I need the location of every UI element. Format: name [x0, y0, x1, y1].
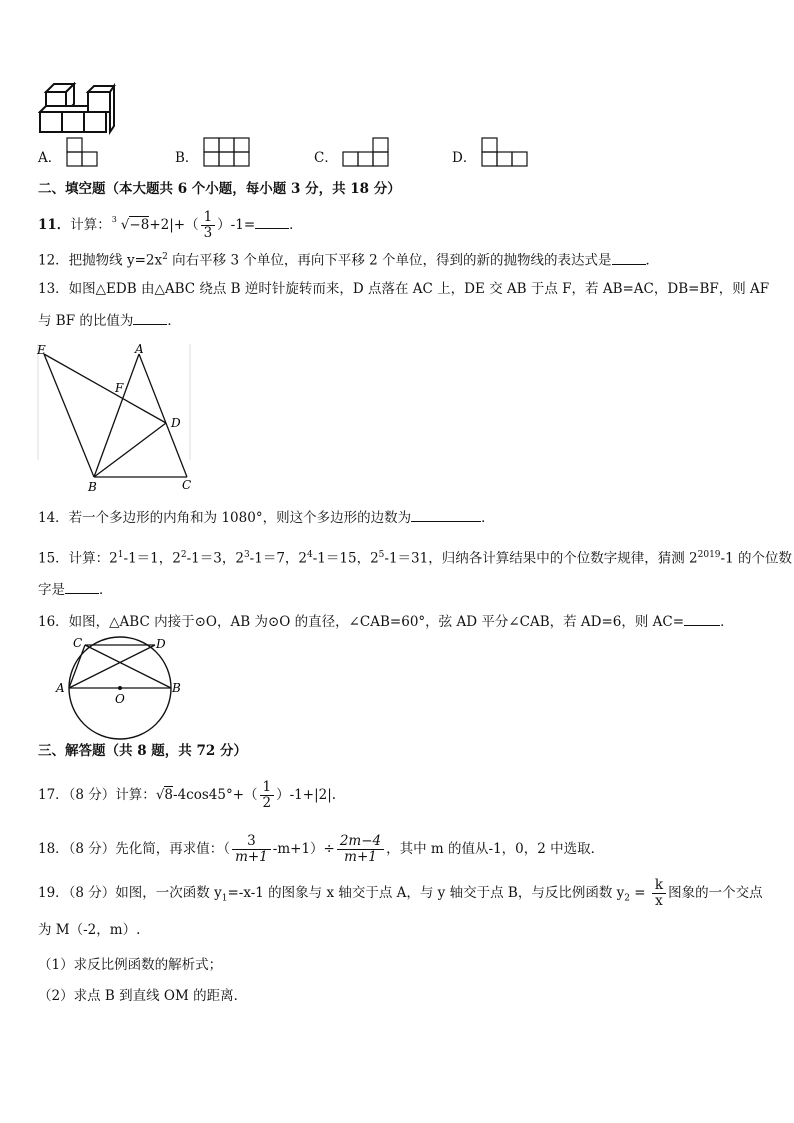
cube-solid-icon	[38, 80, 118, 136]
q15-p3: -1＝3，2	[186, 550, 244, 567]
question-15-line1	[38, 545, 792, 569]
q11-frac-den: 3	[203, 225, 213, 241]
q14-end: ．	[481, 510, 495, 526]
question-13-line1: 13．如图△EDB 由△ABC 绕点 B 逆时针旋转而来，D 点落在 AC 上，DE 交 AB 于点 F，若 AB=AC，DB=BF，则 AF	[38, 281, 770, 297]
q15-answer-blank[interactable]	[65, 581, 99, 594]
q16-label-a: A	[56, 681, 65, 695]
q13-label-d: D	[171, 416, 181, 430]
option-b-label: B．	[175, 150, 199, 166]
q13-label-c: C	[182, 478, 192, 492]
q18-fraction-1	[232, 834, 271, 865]
q18-prefix: 18．（8 分）先化简，再求值：（	[38, 841, 231, 857]
question-18	[38, 834, 604, 865]
q15-p2: -1＝1，2	[123, 550, 181, 567]
q16-label-o: O	[115, 692, 125, 706]
q17-root: 8	[164, 787, 174, 803]
q12-sup: 2	[162, 252, 168, 262]
q15-p4: -1＝7，2	[249, 550, 308, 567]
section3-title: 三、解答题（共 8 题，共 72 分）	[38, 743, 247, 759]
q18-f1-num: 3	[232, 834, 271, 850]
q11-fraction	[201, 210, 216, 241]
question-14	[38, 508, 495, 528]
solid-figure	[38, 80, 118, 140]
question-19-line2: 为 M（-2，m）.	[38, 922, 141, 938]
option-a-label: A．	[38, 150, 62, 166]
option-c[interactable]	[314, 146, 389, 167]
q15-end: ．	[99, 582, 113, 598]
q16-text: 16．如图，△ABC 内接于⊙O，AB 为⊙O 的直径，∠CAB=60°，弦 AD 平分∠CAB，若 AD=6，则 AC=	[38, 614, 685, 630]
q15-p1: 15．计算：2	[38, 550, 118, 567]
question-19-sub-2: （2）求点 B 到直线 OM 的距离．	[38, 988, 248, 1004]
section2-title: 二、填空题（本大题共 6 个小题，每小题 3 分，共 18 分）	[38, 181, 401, 197]
q12-text-b: 向右平移 3 个单位，再向下平移 2 个单位，得到的新的抛物线的表达式是	[167, 252, 612, 269]
q11-prefix: 计算：	[70, 217, 111, 233]
q16-label-c: C	[73, 636, 83, 650]
q11-root-arg: −8	[129, 217, 150, 233]
q17-frac-num: 1	[260, 780, 275, 796]
q16-figure	[52, 632, 188, 746]
q16-answer-blank[interactable]	[684, 613, 720, 626]
option-d[interactable]	[452, 146, 528, 167]
question-19-sub-1: （1）求反比例函数的解析式；	[38, 957, 223, 973]
option-c-grid-icon	[342, 137, 389, 167]
q16-end: ．	[720, 614, 734, 630]
q11-end: ．	[289, 217, 303, 233]
q11-mid: +2|+（	[149, 217, 199, 233]
q19-frac-num: k	[652, 878, 666, 894]
question-17: 17．（8 分）计算：√8-4cos45°+（ $\frac{1}{2}$ ）-1+|2|.	[38, 779, 337, 811]
q15-s4: 4	[307, 550, 313, 560]
q17-mid: -4cos45°+（	[173, 787, 258, 803]
q13-figure	[34, 340, 194, 499]
question-13-line2	[38, 311, 181, 331]
q19-d: 图象的一个交点	[668, 885, 763, 901]
q14-text: 14．若一个多边形的内角和为 1080°，则这个多边形的边数为	[38, 510, 412, 526]
q13-label-e: E	[37, 343, 46, 357]
q13-end: ．	[167, 313, 181, 329]
q13-label-f: F	[115, 381, 124, 395]
question-11	[38, 210, 303, 241]
q17-frac-den: 2	[262, 795, 272, 811]
option-a[interactable]	[38, 146, 98, 167]
option-b-grid-icon	[203, 137, 250, 167]
option-c-label: C．	[314, 150, 338, 166]
q12-end: ．	[645, 252, 659, 269]
q15-s6: 2019	[697, 550, 721, 560]
option-d-label: D．	[452, 150, 477, 166]
q17-prefix: 17．（8 分）计算：	[38, 787, 156, 803]
q12-text-a: 12．把抛物线 y=2x	[38, 252, 163, 269]
q19-sub1: 1	[221, 893, 228, 904]
q11-frac-num: 1	[201, 210, 216, 226]
q11-answer-blank[interactable]	[255, 216, 289, 229]
q11-exp: ）-1=	[217, 217, 256, 233]
q13-label-a: A	[135, 342, 144, 356]
q12-answer-blank[interactable]	[612, 252, 646, 265]
option-d-grid-icon	[481, 137, 528, 167]
q19-fraction	[652, 878, 666, 909]
q17-fraction	[260, 780, 275, 811]
q19-a: 19．（8 分）如图，一次函数 y	[38, 885, 222, 901]
q19-sub2: 2	[624, 893, 630, 904]
q17-end: ）-1+|2|.	[276, 787, 337, 803]
q15-s5: 5	[378, 550, 385, 560]
question-12	[38, 247, 659, 271]
q11-num: 11．	[38, 217, 71, 233]
option-a-grid-icon	[66, 137, 98, 167]
q18-f2-den: m+1	[344, 849, 377, 865]
q15-p5: -1＝15，2	[312, 550, 379, 567]
question-16	[38, 612, 734, 632]
q15-line2-text: 字是	[38, 582, 65, 598]
q13-answer-blank[interactable]	[133, 312, 167, 325]
q18-end: ，其中 m 的值从-1，0，2 中选取．	[386, 841, 605, 857]
q19-c: =	[629, 885, 650, 901]
q19-b: =-x-1 的图象与 x 轴交于点 A，与 y 轴交于点 B，与反比例函数 y	[227, 885, 625, 901]
question-15-line2	[38, 580, 113, 600]
q11-root-index: 3	[111, 215, 117, 224]
q18-mid: -m+1）÷	[272, 841, 335, 857]
q15-p6: -1＝31，归纳各计算结果中的个位数字规律，猜测 2	[384, 550, 698, 567]
q11-cube-root: 3 √−8	[111, 215, 150, 235]
q14-answer-blank[interactable]	[411, 509, 481, 522]
option-b[interactable]	[175, 146, 250, 167]
q15-s3: 3	[243, 550, 250, 560]
q18-fraction-2	[337, 834, 384, 865]
q15-p7: -1 的个位数	[720, 550, 792, 567]
q18-f1-den: m+1	[235, 849, 268, 865]
q19-frac-den: x	[655, 893, 663, 909]
q16-label-d: D	[156, 637, 166, 651]
q13-label-b: B	[88, 480, 97, 494]
q15-s1: 1	[117, 550, 124, 560]
q15-s2: 2	[180, 550, 187, 560]
q18-f2-num: 2m−4	[337, 834, 384, 850]
q16-label-b: B	[172, 681, 181, 695]
question-19-line1	[38, 878, 763, 909]
q13-line2-text: 与 BF 的比值为	[38, 313, 134, 329]
